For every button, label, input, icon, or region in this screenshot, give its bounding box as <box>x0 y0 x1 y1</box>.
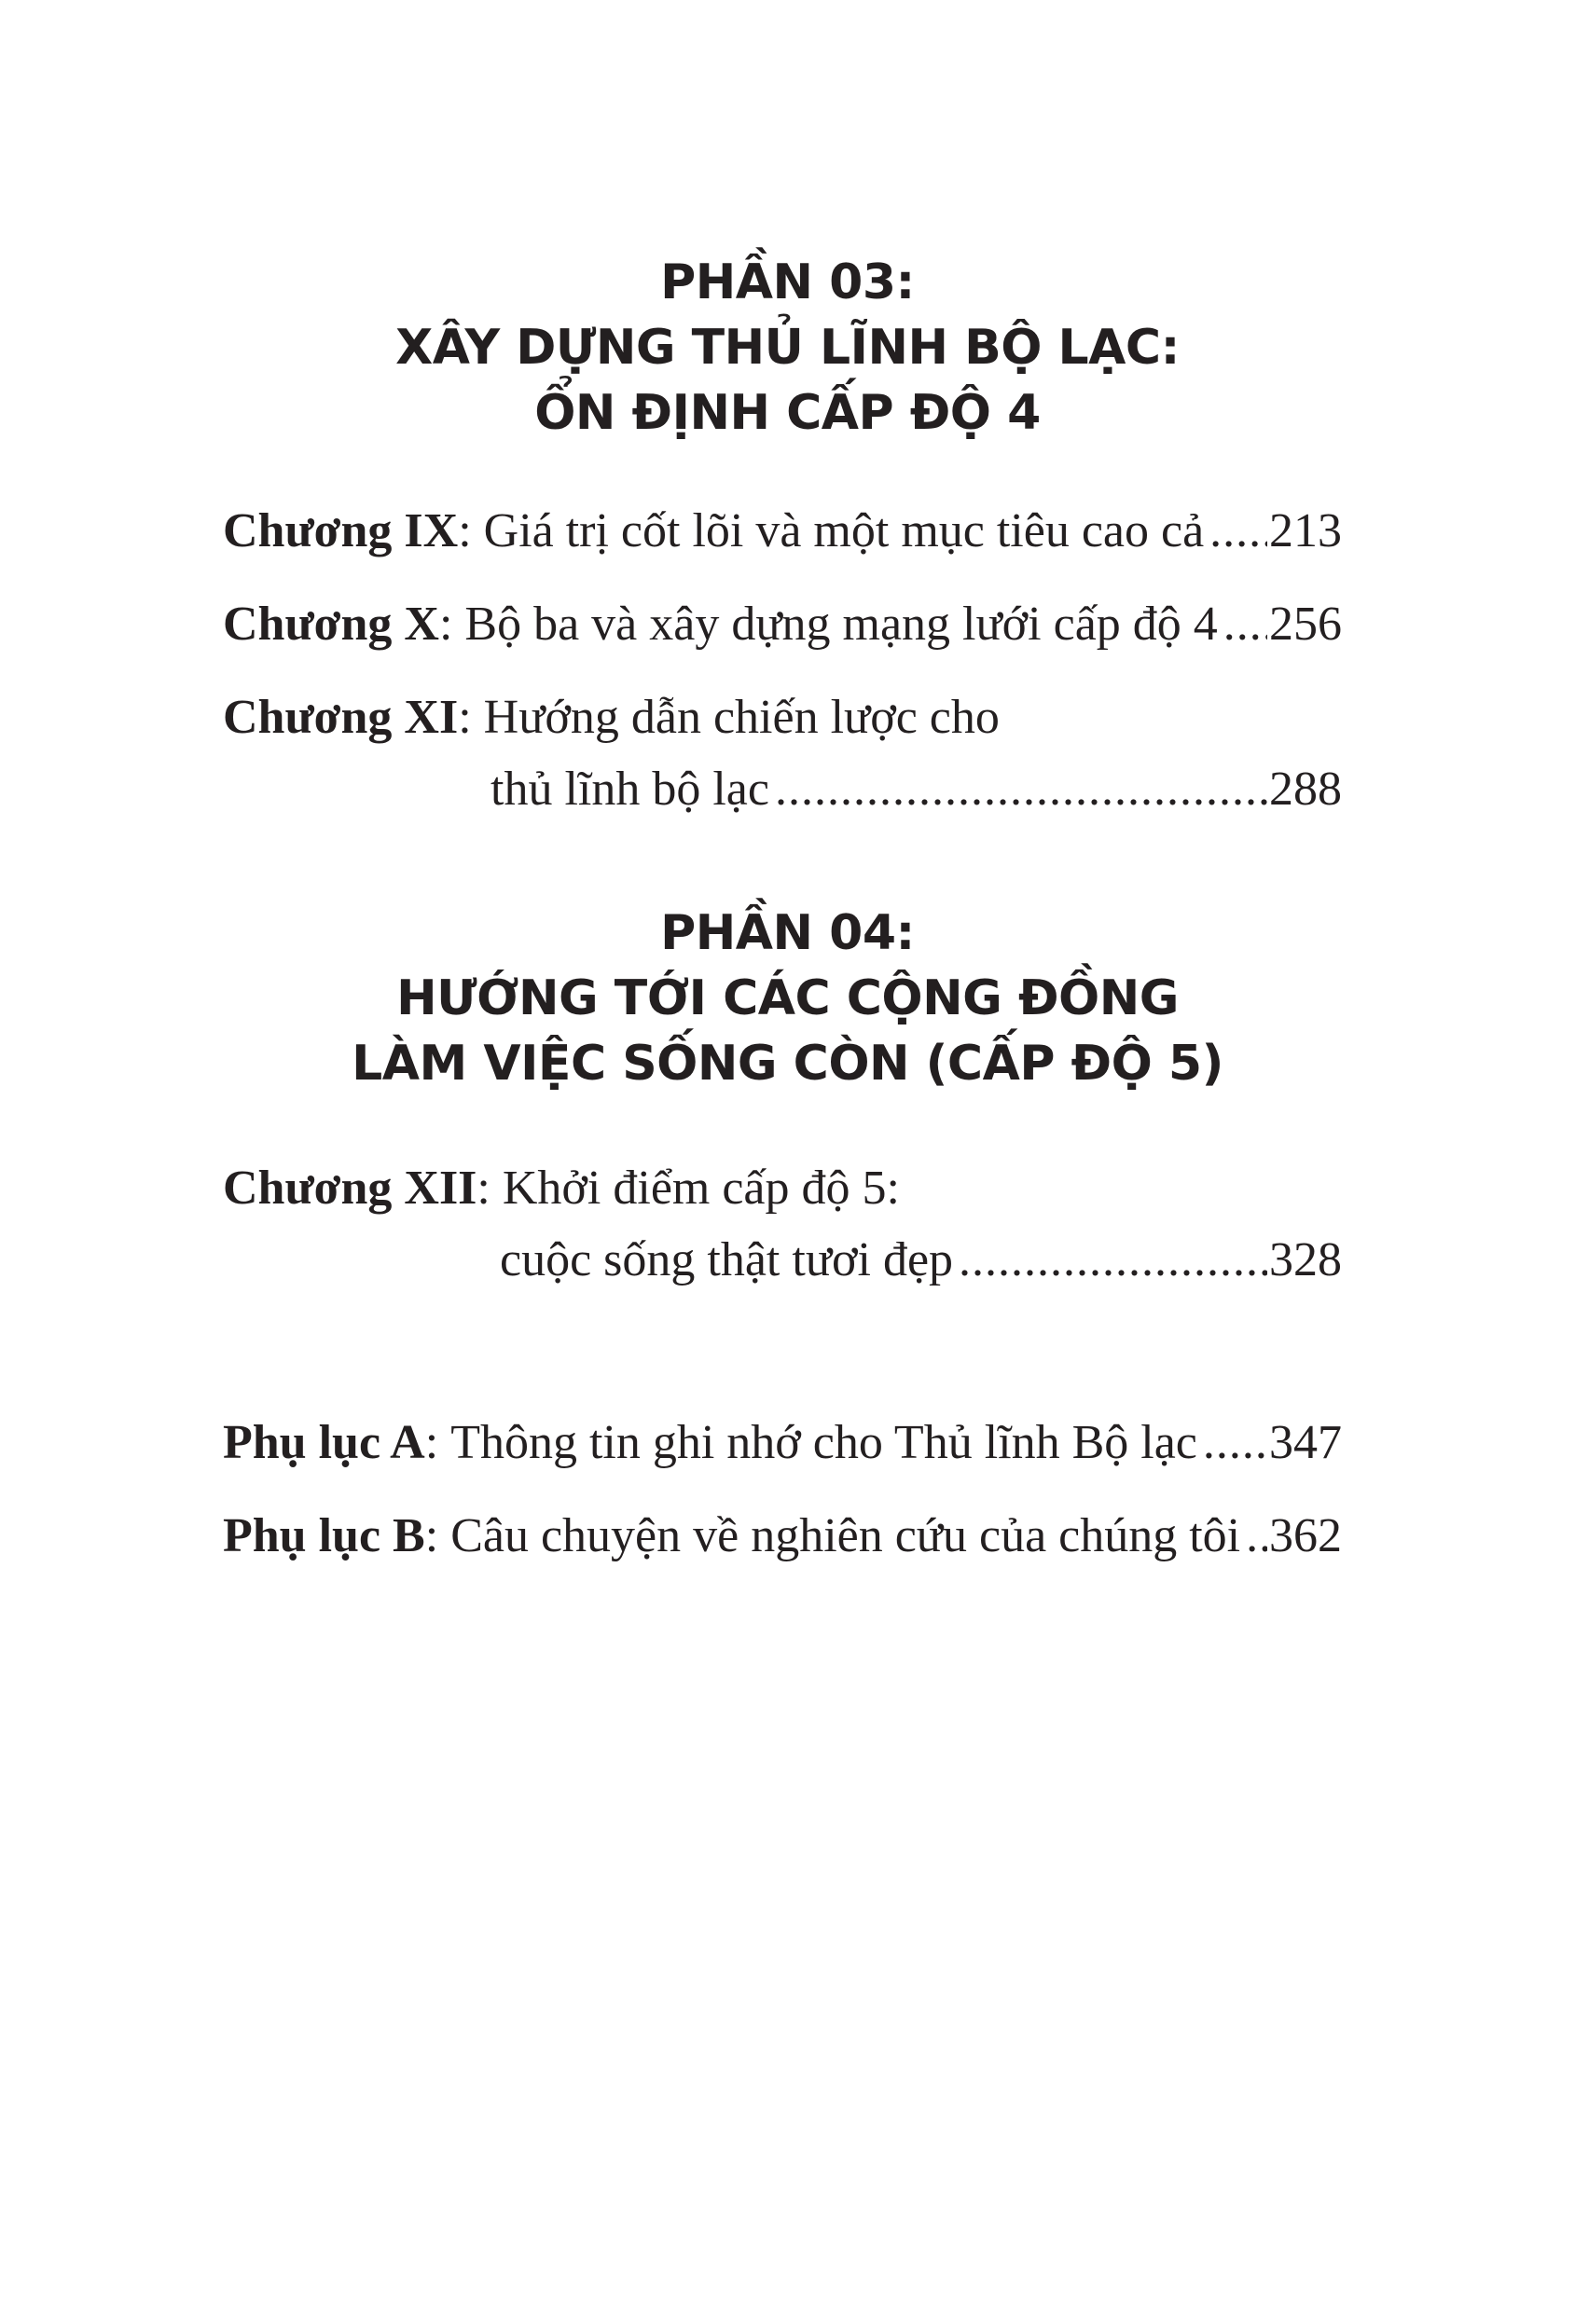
label-separator: : <box>424 1416 451 1469</box>
page-number: 362 <box>1269 1509 1342 1562</box>
chapter-title-line-1: Hướng dẫn chiến lược cho <box>483 691 1000 744</box>
appendix-title: Câu chuyện về nghiên cứu của chúng tôi <box>450 1509 1241 1562</box>
label-separator: : <box>424 1509 451 1562</box>
dot-leader <box>1209 503 1267 559</box>
appendix-label: Phụ lục B <box>223 1509 425 1562</box>
toc-entry-chapter-12[interactable] <box>223 1161 1342 1288</box>
label-separator: : <box>458 691 484 744</box>
appendix-title: Thông tin ghi nhớ cho Thủ lĩnh Bộ lạc <box>450 1416 1197 1469</box>
page-number: 213 <box>1269 504 1342 557</box>
label-separator: : <box>477 1162 503 1215</box>
dot-leader <box>1223 597 1267 653</box>
chapter-title-line-2: cuộc sống thật tươi đẹp <box>500 1233 954 1286</box>
chapter-label: Chương XII <box>223 1162 477 1215</box>
toc-entry-chapter-10[interactable] <box>223 597 1342 653</box>
part-03-heading <box>0 250 1575 446</box>
part-04-title-line-2: LÀM VIỆC SỐNG CÒN (CẤP ĐỘ 5) <box>352 1036 1223 1092</box>
page-number: 256 <box>1269 598 1342 651</box>
part-04-number: PHẦN 04: <box>660 905 915 961</box>
page-number: 288 <box>1269 763 1342 816</box>
part-04-heading <box>0 901 1575 1096</box>
page-number: 347 <box>1269 1416 1342 1469</box>
appendix-label: Phụ lục A <box>223 1416 425 1469</box>
part-03-number: PHẦN 03: <box>660 254 915 310</box>
part-04-title-line-1: HƯỚNG TỚI CÁC CỘNG ĐỒNG <box>396 970 1179 1026</box>
chapter-title-line-1: Khởi điểm cấp độ 5: <box>502 1162 900 1215</box>
chapter-label: Chương X <box>223 598 439 651</box>
toc-entry-appendix-b[interactable] <box>223 1508 1342 1564</box>
label-separator: : <box>438 598 465 651</box>
part-03-title-line-1: XÂY DỰNG THỦ LĨNH BỘ LẠC: <box>395 320 1180 376</box>
toc-entry-chapter-11[interactable] <box>223 690 1342 818</box>
toc-entry-chapter-9[interactable] <box>223 503 1342 559</box>
toc-entry-appendix-a[interactable] <box>223 1415 1342 1471</box>
part-03-title-line-2: ỔN ĐỊNH CẤP ĐỘ 4 <box>534 385 1041 441</box>
chapter-label: Chương IX <box>223 504 459 557</box>
label-separator: : <box>458 504 484 557</box>
chapter-title-line-2: thủ lĩnh bộ lạc <box>490 763 769 816</box>
chapter-title: Giá trị cốt lõi và một mục tiêu cao cả <box>483 504 1205 557</box>
chapter-label: Chương XI <box>223 691 459 744</box>
chapter-title: Bộ ba và xây dựng mạng lưới cấp độ 4 <box>464 598 1218 651</box>
page-number: 328 <box>1269 1233 1342 1286</box>
dot-leader <box>1203 1415 1267 1471</box>
dot-leader <box>959 1232 1267 1288</box>
dot-leader <box>1246 1508 1267 1564</box>
dot-leader <box>775 762 1267 818</box>
